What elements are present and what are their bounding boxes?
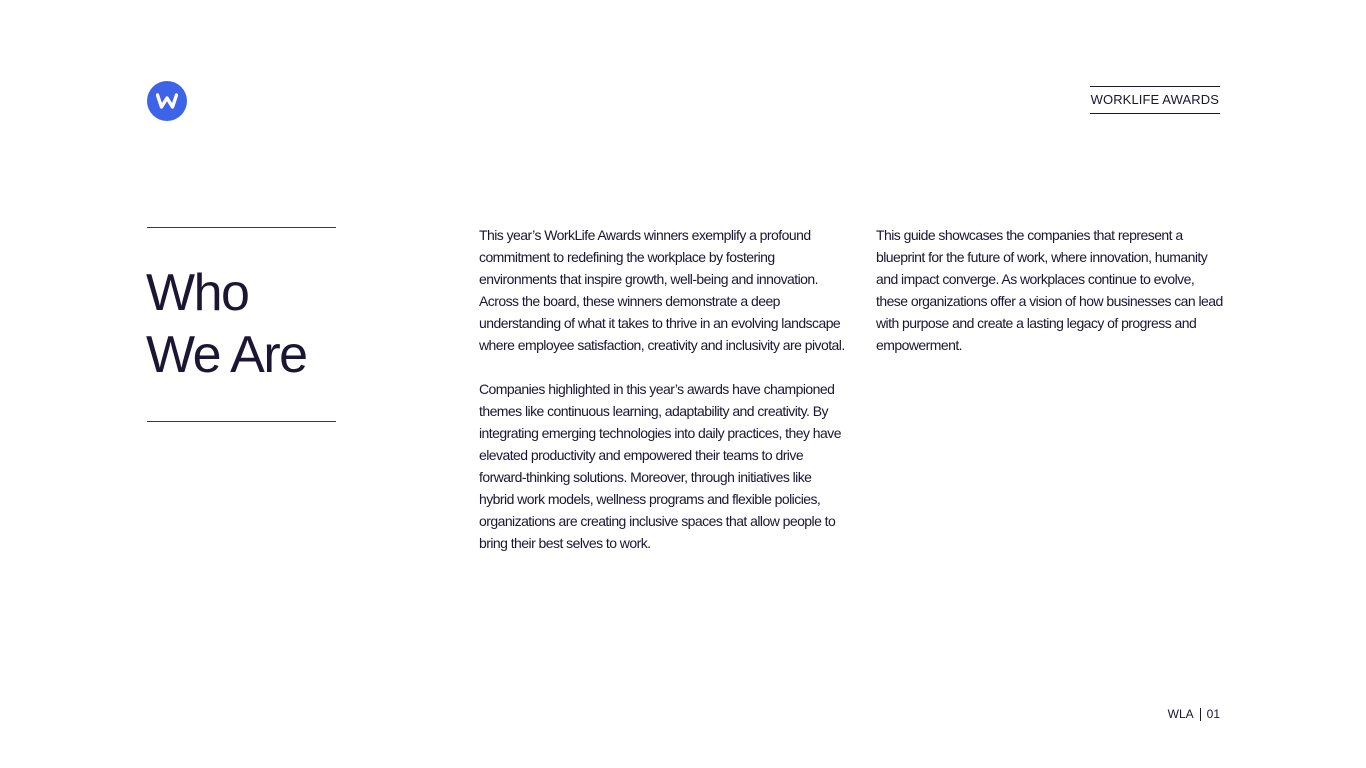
- page-title-line-2: We Are: [146, 326, 307, 384]
- footer-brand: WLA: [1167, 707, 1194, 721]
- right-paragraph-1: This guide showcases the companies that represent a blueprint for the future of work, where innovation, humanity and impact converge. As workplaces continue to evolve, these organizations offer a vision of how businesses can lead with purpose and create a lasting legacy of progress and empowerment.: [876, 227, 1223, 353]
- left-text-column: [479, 224, 847, 576]
- page-footer: [1168, 706, 1220, 722]
- w-logo-icon: [147, 81, 187, 121]
- page-number: 01: [1206, 707, 1220, 721]
- left-paragraph-2: Companies highlighted in this year’s awards have championed themes like continuous learning, adaptability and creativity. By integrating emerging technologies into daily practices, they have elevated productivity and empowered their teams to drive forward-thinking solutions. Moreover, through initiatives like hybrid work models, wellness programs and flexible policies, organizations are creating inclusive spaces that allow people to bring their best selves to work.: [479, 381, 841, 551]
- heading-bottom-divider: [147, 421, 336, 422]
- page-title-line-1: Who: [146, 264, 249, 322]
- left-paragraph-1: This year’s WorkLife Awards winners exemplify a profound commitment to redefining the workplace by fostering environments that inspire growth, well-being and innovation. Across the board, these winners demonstrate a deep understanding of what it takes to thrive in an evolving landscape where employee satisfaction, creativity and inclusivity are pivotal.: [479, 227, 845, 353]
- footer-divider: [1200, 708, 1201, 721]
- worklife-awards-label: WORKLIFE AWARDS: [1090, 86, 1220, 114]
- heading-top-divider: [147, 227, 336, 228]
- page-title: [146, 262, 307, 386]
- right-text-column: [876, 224, 1226, 378]
